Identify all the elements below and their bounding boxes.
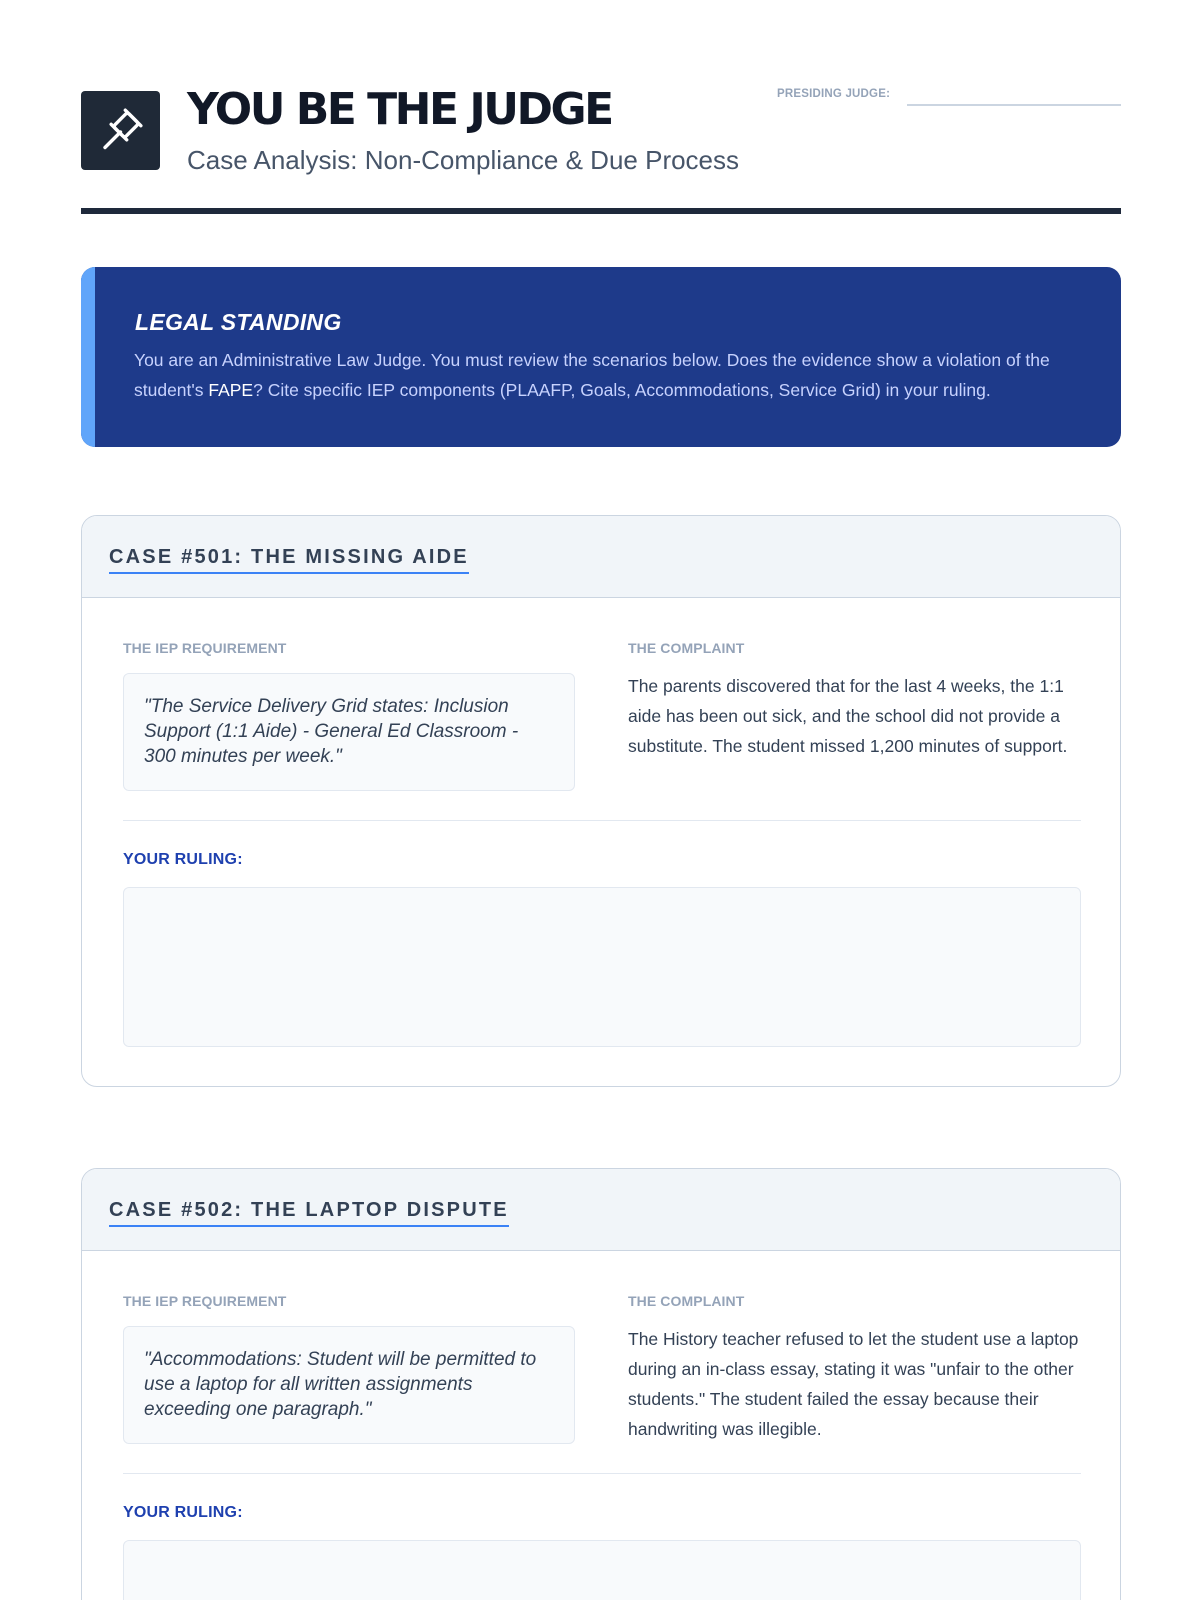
requirement-label: THE IEP REQUIREMENT (123, 640, 287, 656)
presiding-judge-label: PRESIDING JUDGE: (777, 88, 891, 100)
fape-emphasis: FAPE (208, 380, 254, 400)
ruling-label: YOUR RULING: (123, 1504, 243, 1521)
legal-standing-text (134, 345, 1084, 405)
ruling-label: YOUR RULING: (123, 851, 243, 868)
legal-standing-heading: LEGAL STANDING (135, 309, 342, 335)
header-divider (81, 208, 1121, 214)
requirement-label: THE IEP REQUIREMENT (123, 1293, 287, 1309)
case-header (82, 1169, 1120, 1251)
case-title: CASE #502: THE LAPTOP DISPUTE (109, 1199, 509, 1227)
requirement-quote: "Accommodations: Student will be permitted to use a laptop for all written assignments exceeding one paragraph." (123, 1326, 575, 1444)
legal-standing-panel (81, 267, 1121, 447)
page-title: YOU BE THE JUDGE (187, 84, 612, 135)
ruling-input[interactable] (123, 887, 1081, 1047)
standing-text-part1: You are an Administrative Law Judge. You must review the scenarios below. Does the evidence show a violation of the student's (134, 350, 1050, 400)
case-card (81, 515, 1121, 1087)
page-subtitle: Case Analysis: Non-Compliance & Due Process (187, 145, 740, 175)
page-header (81, 84, 1121, 216)
complaint-text: The parents discovered that for the last 4 weeks, the 1:1 aide has been out sick, and the school did not provide a substitute. The student missed 1,200 minutes of support. (628, 676, 1068, 756)
case-header (82, 516, 1120, 598)
case-title: CASE #501: THE MISSING AIDE (109, 546, 469, 574)
case-card (81, 1168, 1121, 1600)
requirement-quote: "The Service Delivery Grid states: Inclusion Support (1:1 Aide) - General Ed Classroom - 300 minutes per week." (123, 673, 575, 791)
gavel-icon (96, 106, 146, 156)
complaint-label: THE COMPLAINT (628, 1293, 745, 1309)
complaint-text: The History teacher refused to let the student use a laptop during an in-class essay, stating it was "unfair to the other students." The student failed the essay because their handwriting was illegible. (628, 1329, 1079, 1439)
logo-badge (81, 91, 160, 170)
panel-accent-bar (81, 267, 95, 447)
complaint-label: THE COMPLAINT (628, 640, 745, 656)
ruling-input[interactable] (123, 1540, 1081, 1600)
case-divider (123, 820, 1081, 821)
presiding-judge-field[interactable] (907, 104, 1121, 106)
standing-text-part2: ? Cite specific IEP components (PLAAFP, Goals, Accommodations, Service Grid) in your ruling. (253, 380, 991, 400)
case-divider (123, 1473, 1081, 1474)
